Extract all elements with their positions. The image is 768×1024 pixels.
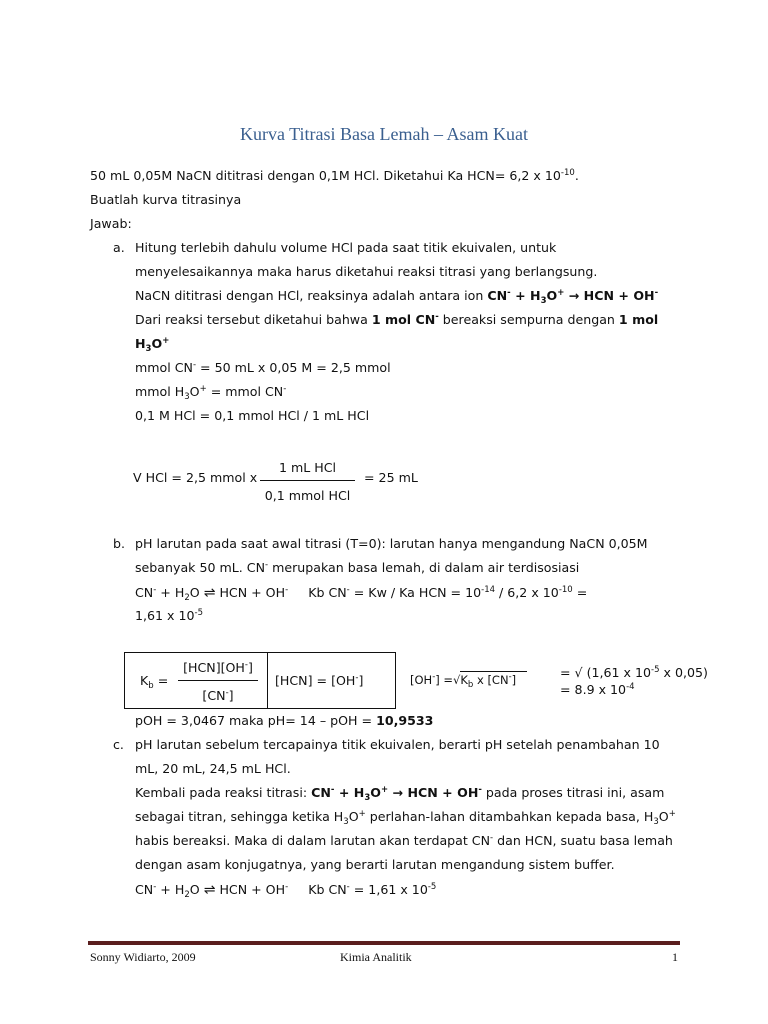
part-a-line-2: menyelesaikannya maka harus diketahui reaksi titrasi yang berlangsung.	[135, 264, 598, 279]
part-b-line-2: sebanyak 50 mL. CN- merupakan basa lemah, di dalam air terdisosiasi	[135, 560, 580, 575]
dissociation-equation: $CN^- + H_2O$ ⇌ HCN + OH- Kb CN- = Kw / Ka HCN = $10^{-14} / 6,2$ x $10^{-10}$ =	[135, 585, 588, 603]
part-c-line-6: dengan asam konjugatnya, yang berarti larutan mengandung sistem buffer.	[135, 857, 615, 872]
poh-line: pOH = 3,0467 maka pH= 14 – pOH = 10,9533	[135, 713, 434, 728]
part-c-line-5: habis bereaksi. Maka di dalam larutan akan terdapat CN- dan HCN, suatu basa lemah	[135, 833, 673, 848]
vhcl-denominator: 0,1 mmol HCl	[264, 488, 351, 503]
problem-statement: 50 mL 0,05M NaCN dititrasi dengan 0,1M HCl. Diketahui Ka HCN= 6,2 x $10^{-10}$.	[90, 168, 579, 183]
part-c-line-2: mL, 20 mL, 24,5 mL HCl.	[135, 761, 291, 776]
page-number: 1	[672, 950, 678, 964]
part-a-line-5: $H_3O^+$	[135, 336, 170, 354]
part-c-line-3: Kembali pada reaksi titrasi: $CN^- + H_3O^+$ → HCN + OH- pada proses titrasi ini, asam	[135, 785, 665, 803]
sqrt-icon: √	[453, 673, 461, 687]
kb-numerator: [HCN][OH-]	[183, 660, 253, 675]
part-a-line-7: mmol $H_3O^+$ = mmol CN-	[135, 384, 287, 402]
part-c-equation: $CN^- + H_2O$ ⇌ HCN + OH- Kb CN- = 1,61 x $10^{-5}$	[135, 882, 437, 900]
list-marker-a: a.	[113, 240, 125, 255]
part-c-line-1: pH larutan sebelum tercapainya titik ekuivalen, berarti pH setelah penambahan 10	[135, 737, 660, 752]
kb-result: 1,61 x $10^{-5}$	[135, 608, 204, 623]
equilibrium-arrow: ⇌	[203, 882, 216, 898]
kb-denominator: [CN-]	[202, 688, 234, 703]
part-a-line-6: mmol CN- = 50 mL x 0,05 M = 2,5 mmol	[135, 360, 391, 375]
vhcl-fraction	[260, 460, 355, 503]
footer-course: Kimia Analitik	[340, 950, 412, 964]
kb-fraction	[178, 660, 258, 703]
list-marker-c: c.	[113, 737, 124, 752]
answer-label: Jawab:	[90, 216, 132, 231]
instruction-line: Buatlah kurva titrasinya	[90, 192, 242, 207]
hcn-equals-oh: [HCN] = [OH-]	[275, 673, 364, 688]
part-a-line-3: NaCN dititrasi dengan HCl, reaksinya adalah antara ion $CN^- + H_3O^+$ → HCN + OH-	[135, 288, 659, 306]
equilibrium-arrow: ⇌	[203, 585, 216, 601]
oh-calc-1: = √ (1,61 x $10^{-5}$ x 0,05)	[560, 665, 708, 680]
part-c-line-4: sebagai titran, sehingga ketika $H_3O^+$ perlahan-lahan ditambahkan kepada basa, $H_3O^+$	[135, 809, 676, 827]
footer-rule	[88, 941, 680, 945]
part-b-line-1: pH larutan pada saat awal titrasi (T=0): larutan hanya mengandung NaCN 0,05M	[135, 536, 648, 551]
part-a-line-4: Dari reaksi tersebut diketahui bahwa 1 mol CN- bereaksi sempurna dengan 1 mol	[135, 312, 659, 327]
part-a-line-1: Hitung terlebih dahulu volume HCl pada saat titik ekuivalen, untuk	[135, 240, 557, 255]
vhcl-result: = 25 mL	[364, 470, 418, 485]
page-title: Kurva Titrasi Basa Lemah – Asam Kuat	[240, 124, 528, 144]
kb-symbol: $K_b$ =	[140, 673, 169, 691]
part-a-line-8: 0,1 M HCl = 0,1 mmol HCl / 1 mL HCl	[135, 408, 370, 423]
vhcl-lhs: V HCl = 2,5 mmol x	[133, 470, 258, 485]
oh-sqrt-expression: $[OH^-] =√K_b$ x [CN-]	[410, 672, 528, 690]
oh-calc-2: = 8.9 x $10^{-4}$	[560, 682, 635, 697]
box-divider	[267, 652, 268, 709]
fraction-bar	[178, 680, 258, 681]
list-marker-b: b.	[113, 536, 125, 551]
reaction-arrow: →	[568, 288, 580, 303]
fraction-bar	[260, 480, 355, 481]
footer-author: Sonny Widiarto, 2009	[90, 950, 196, 964]
vhcl-numerator: 1 mL HCl	[278, 460, 337, 475]
reaction-arrow: →	[392, 785, 404, 800]
